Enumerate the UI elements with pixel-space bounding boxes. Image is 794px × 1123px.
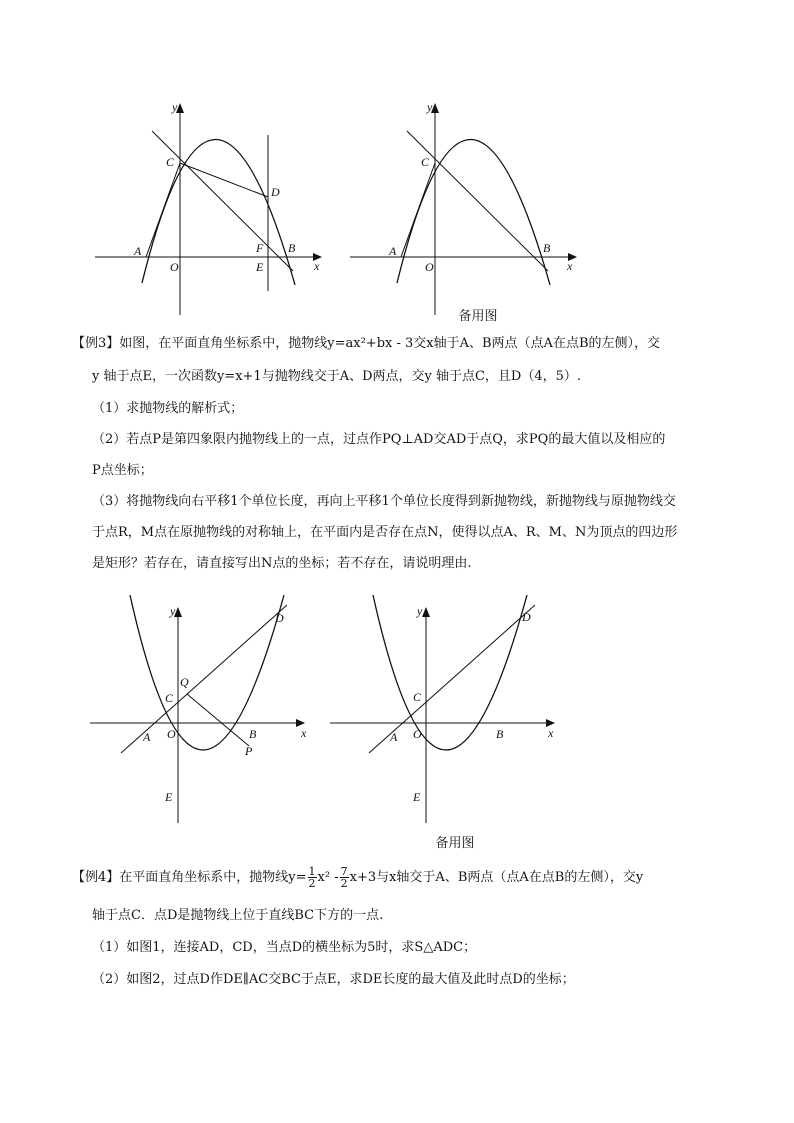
label-b: B — [288, 241, 296, 255]
label-c: C — [165, 691, 174, 705]
label-o: O — [167, 727, 176, 741]
example-3-question-2-line-1: （2）若点P是第四象限内抛物线上的一点，过点作PQ⊥AD交AD于点Q，求PQ的最大值以及相应的 — [92, 432, 666, 447]
label-f: F — [256, 241, 264, 255]
label-y: y — [417, 604, 423, 618]
example-3-question-3-line-1: （3）将抛物线向右平移1个单位长度，再向上平移1个单位长度得到新抛物线，新抛物线与原抛物线交 — [92, 494, 676, 509]
label-o: O — [413, 727, 422, 741]
label-x: x — [567, 259, 573, 273]
label-e: E — [165, 790, 173, 804]
example-4-stem-mid-2: x+3与x轴交于A、B两点（点A在点B的左侧），交y — [349, 870, 644, 885]
label-d: D — [275, 611, 284, 625]
example-3-tag: 【例3】 — [72, 336, 120, 351]
label-a: A — [134, 244, 142, 258]
label-q: Q — [180, 675, 189, 689]
label-b: B — [543, 241, 551, 255]
label-d: D — [522, 610, 531, 624]
figure-4-spare — [325, 595, 565, 830]
label-a: A — [390, 730, 398, 744]
label-d: D — [271, 185, 280, 199]
example-3-stem-line-1 — [72, 334, 732, 354]
label-b: B — [249, 727, 257, 741]
fraction-2: $\frac{7}{2}$ — [340, 865, 348, 890]
label-x: x — [548, 726, 554, 740]
example-4-stem-line-1 — [72, 866, 732, 890]
label-a: A — [389, 244, 397, 258]
figure-2-caption: 备用图 — [458, 309, 498, 324]
label-e: E — [413, 790, 421, 804]
label-b: B — [496, 727, 504, 741]
figure-2-spare — [345, 95, 595, 320]
label-c: C — [413, 690, 422, 704]
example-4-stem-pre: 在平面直角坐标系中，抛物线y= — [119, 870, 307, 885]
example-4-tag: 【例4】 — [72, 870, 120, 885]
label-o: O — [170, 260, 179, 274]
example-3-question-3-line-2: 于点R，M点在原抛物线的对称轴上，在平面内是否存在点N，使得以点A、R、M、N为顶点的四边形 — [92, 525, 678, 540]
figure-4-caption: 备用图 — [435, 836, 475, 851]
figure-1 — [90, 95, 340, 320]
example-3-stem-1: 如图，在平面直角坐标系中，抛物线y=ax²+bx - 3交x轴于A、B两点（点A在点B的左侧），交 — [119, 336, 661, 351]
example-3-question-3-line-3: 是矩形？若存在，请直接写出N点的坐标；若不存在，请说明理由. — [92, 556, 472, 571]
label-c: C — [421, 155, 430, 169]
label-y: y — [172, 100, 178, 114]
example-3-question-2-line-2: P点坐标； — [92, 463, 153, 478]
label-x: x — [301, 726, 307, 740]
example-4-stem-line-2: 轴于点C．点D是抛物线上位于直线BC下方的一点. — [92, 908, 384, 923]
label-y: y — [170, 604, 176, 618]
example-3-stem-line-2: y 轴于点E，一次函数y=x+1与抛物线交于A、D两点，交y 轴于点C，且D（4，5）. — [92, 369, 582, 384]
label-o: O — [425, 260, 434, 274]
example-4-question-2: （2）如图2，过点D作DE∥AC交BC于点E，求DE长度的最大值及此时点D的坐标； — [92, 972, 575, 987]
fraction-1: $\frac{1}{2}$ — [308, 865, 316, 890]
label-y: y — [427, 100, 433, 114]
label-c: C — [166, 155, 175, 169]
label-a: A — [143, 730, 151, 744]
example-4-question-1: （1）如图1，连接AD，CD，当点D的横坐标为5时，求S△ADC； — [92, 940, 477, 955]
label-x: x — [314, 259, 320, 273]
example-4-stem-mid-1: x² - — [317, 870, 339, 885]
label-e: E — [256, 260, 264, 274]
figure-3 — [85, 595, 325, 830]
example-3-question-1: （1）求抛物线的解析式； — [92, 401, 244, 416]
label-p: P — [245, 744, 253, 758]
